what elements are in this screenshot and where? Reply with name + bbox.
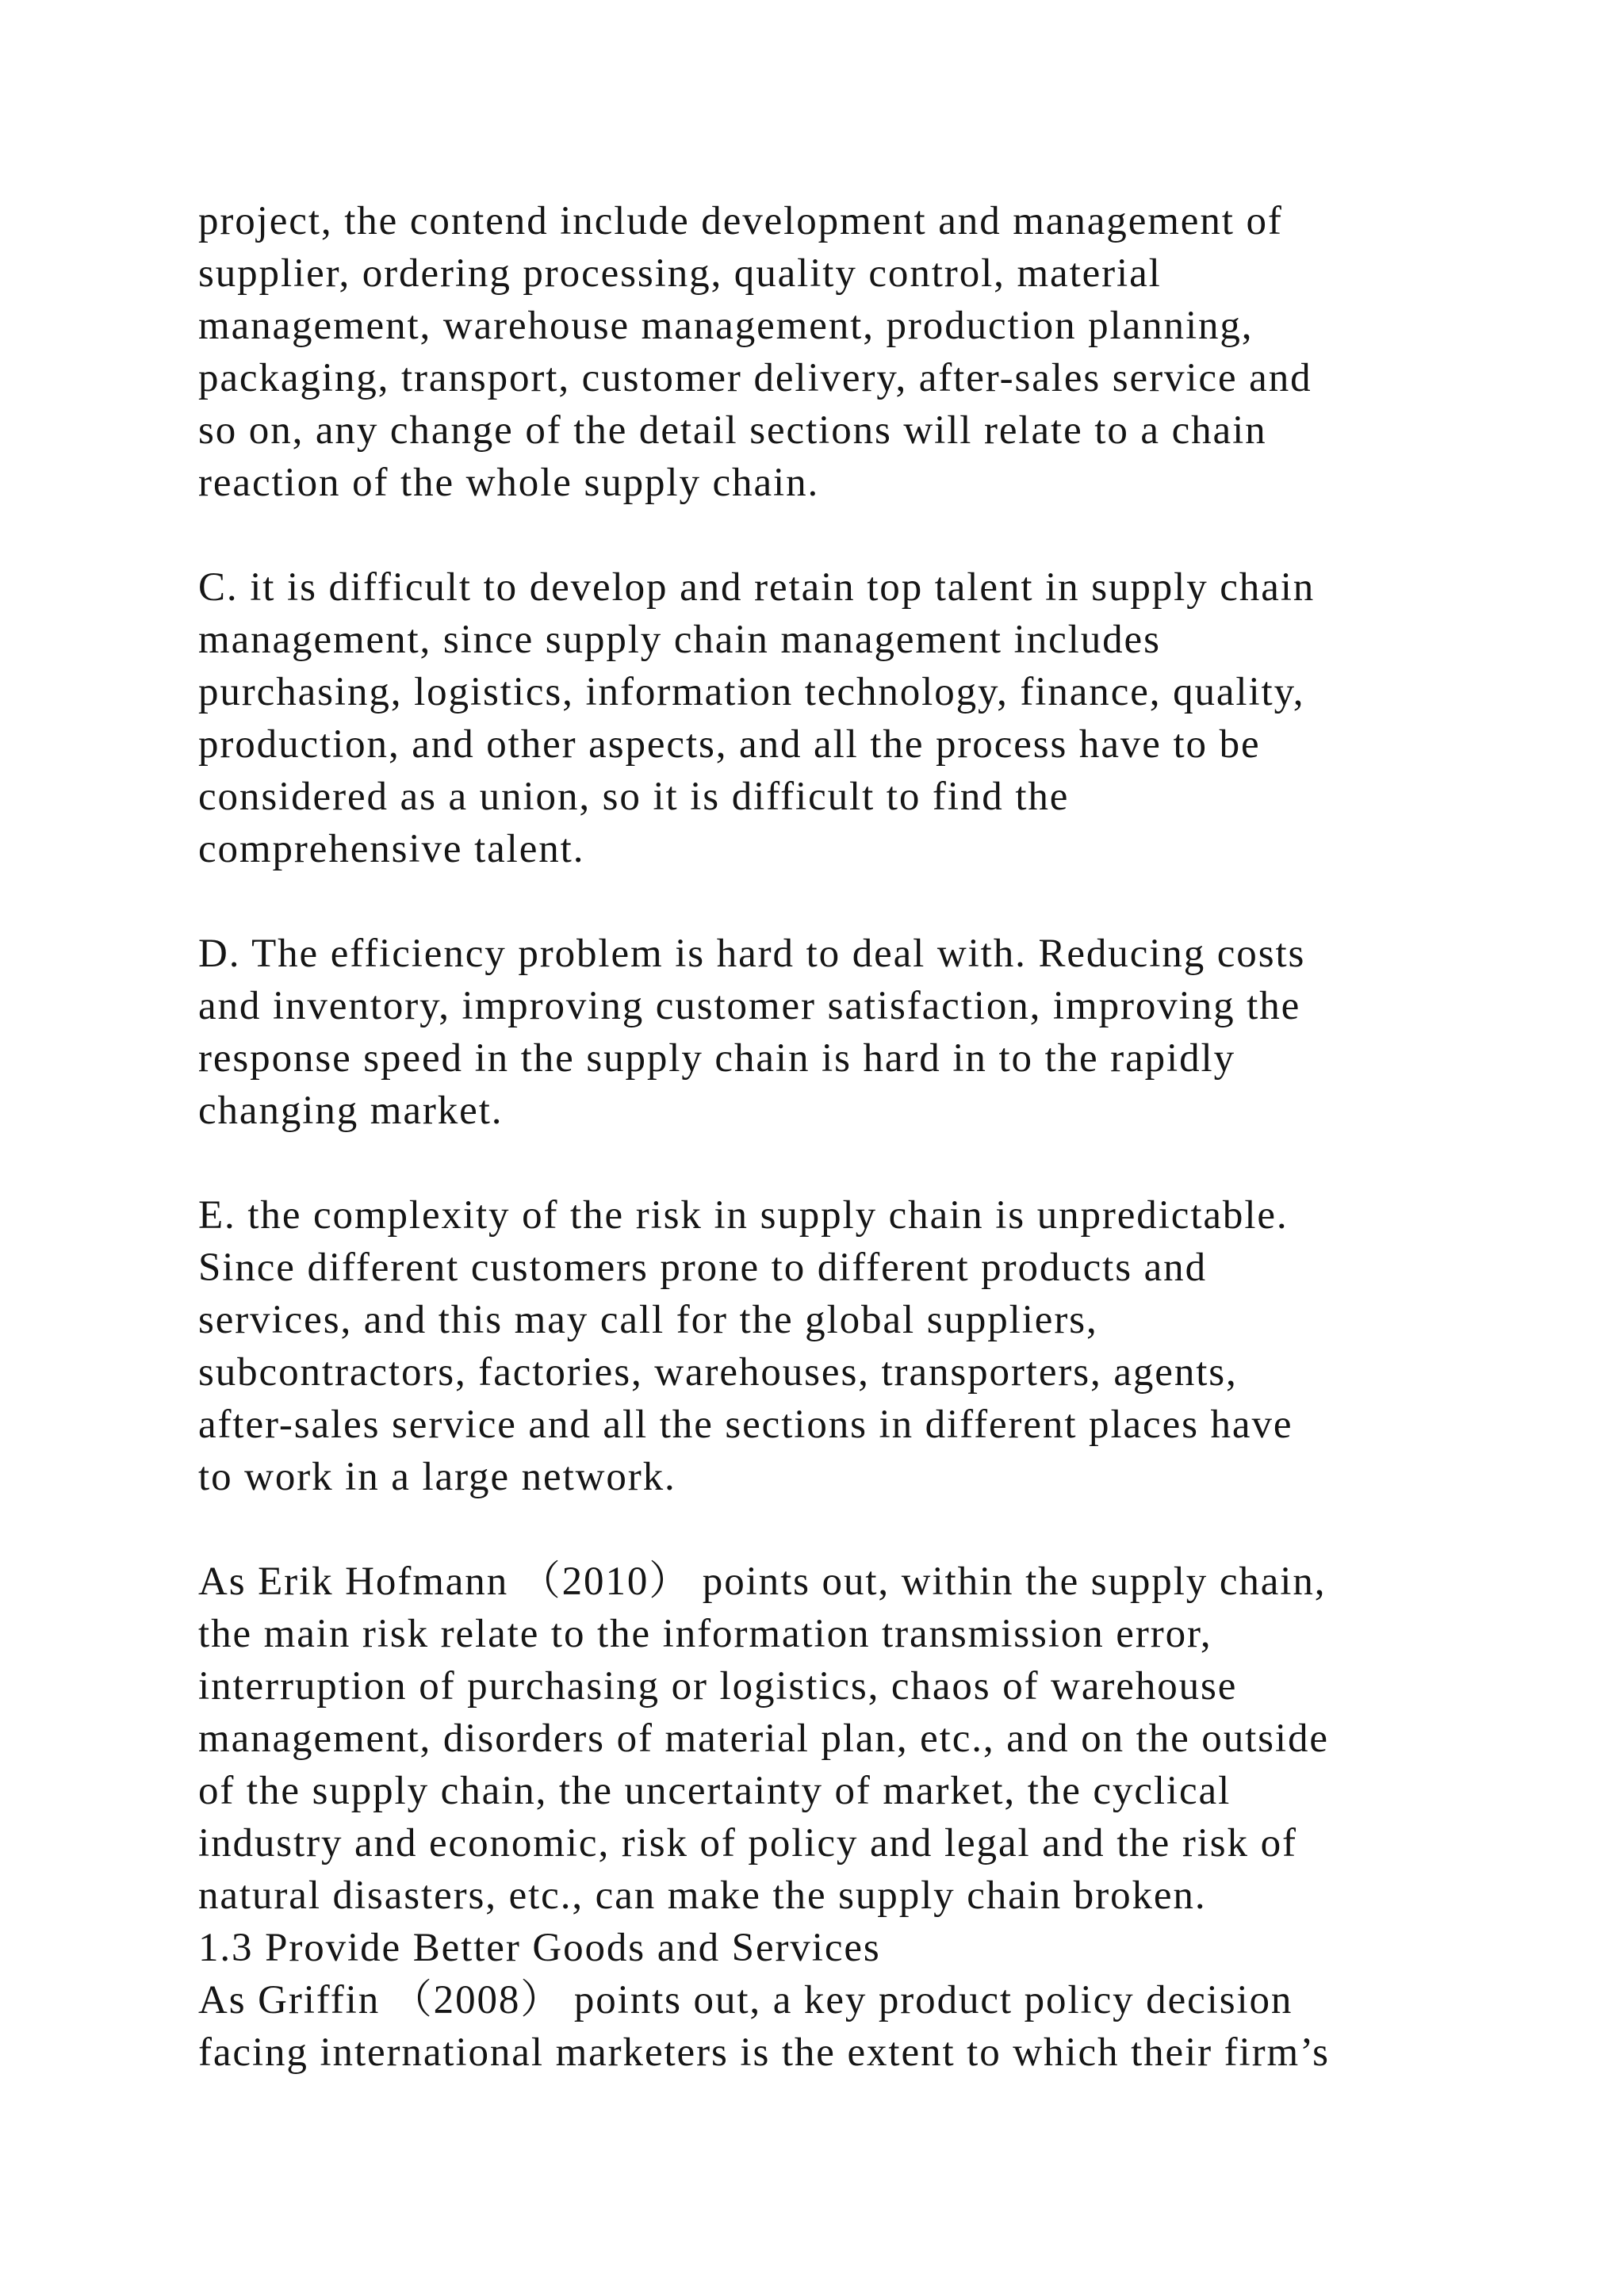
text-line: D. The efficiency problem is hard to deal with. Reducing costs [198, 932, 1306, 976]
paragraph-hofmann-griffin [198, 1556, 1515, 2079]
text-line: of the supply chain, the uncertainty of market, the cyclical [198, 1769, 1231, 1813]
text-line: industry and economic, risk of policy and legal and the risk of [198, 1821, 1297, 1866]
text-line: considered as a union, so it is difficult to find the [198, 775, 1070, 819]
text-line: comprehensive talent. [198, 827, 585, 871]
text-line: E. the complexity of the risk in supply chain is unpredictable. [198, 1193, 1289, 1238]
text-line: facing international marketers is the extent to which their firm’s [198, 2030, 1330, 2075]
paragraph-d-efficiency [198, 928, 1515, 1137]
text-line: response speed in the supply chain is hard in to the rapidly [198, 1036, 1235, 1081]
text-line: management, warehouse management, production planning, [198, 304, 1254, 348]
text-line: reaction of the whole supply chain. [198, 461, 820, 505]
text-line: management, disorders of material plan, etc., and on the outside [198, 1716, 1329, 1761]
text-line: services, and this may call for the global suppliers, [198, 1298, 1098, 1342]
paragraph-gap [198, 875, 1515, 928]
text-line: C. it is difficult to develop and retain top talent in supply chain [198, 565, 1316, 610]
text-line: natural disasters, etc., can make the supply chain broken. [198, 1873, 1207, 1918]
text-line: management, since supply chain management includes [198, 618, 1161, 662]
text-line: so on, any change of the detail sections will relate to a chain [198, 408, 1267, 453]
text-line: and inventory, improving customer satisfaction, improving the [198, 984, 1301, 1028]
paragraph-e-risk [198, 1189, 1515, 1503]
text-line: Since different customers prone to different products and [198, 1246, 1207, 1290]
text-line: As Griffin （2008） points out, a key product policy decision [198, 1978, 1293, 2022]
text-line: the main risk relate to the information transmission error, [198, 1612, 1212, 1656]
text-line: project, the contend include development and management of [198, 199, 1283, 243]
text-line: supplier, ordering processing, quality control, material [198, 251, 1162, 296]
paragraph-project-scope [198, 195, 1515, 509]
text-line: packaging, transport, customer delivery, after-sales service and [198, 356, 1312, 400]
section-heading: 1.3 Provide Better Goods and Services [198, 1926, 881, 1970]
paragraph-gap [198, 1503, 1515, 1556]
text-line: production, and other aspects, and all the process have to be [198, 722, 1261, 767]
body-text [198, 195, 1515, 2079]
text-line: subcontractors, factories, warehouses, transporters, agents, [198, 1350, 1238, 1395]
text-line: to work in a large network. [198, 1455, 676, 1499]
text-line: changing market. [198, 1089, 504, 1133]
text-line: As Erik Hofmann （2010） points out, within the supply chain, [198, 1559, 1327, 1604]
text-line: after-sales service and all the sections in different places have [198, 1402, 1293, 1447]
paragraph-gap [198, 1137, 1515, 1189]
text-line: interruption of purchasing or logistics, chaos of warehouse [198, 1664, 1238, 1709]
paragraph-gap [198, 509, 1515, 561]
text-line: purchasing, logistics, information technology, finance, quality, [198, 670, 1305, 714]
paragraph-c-talent [198, 561, 1515, 875]
